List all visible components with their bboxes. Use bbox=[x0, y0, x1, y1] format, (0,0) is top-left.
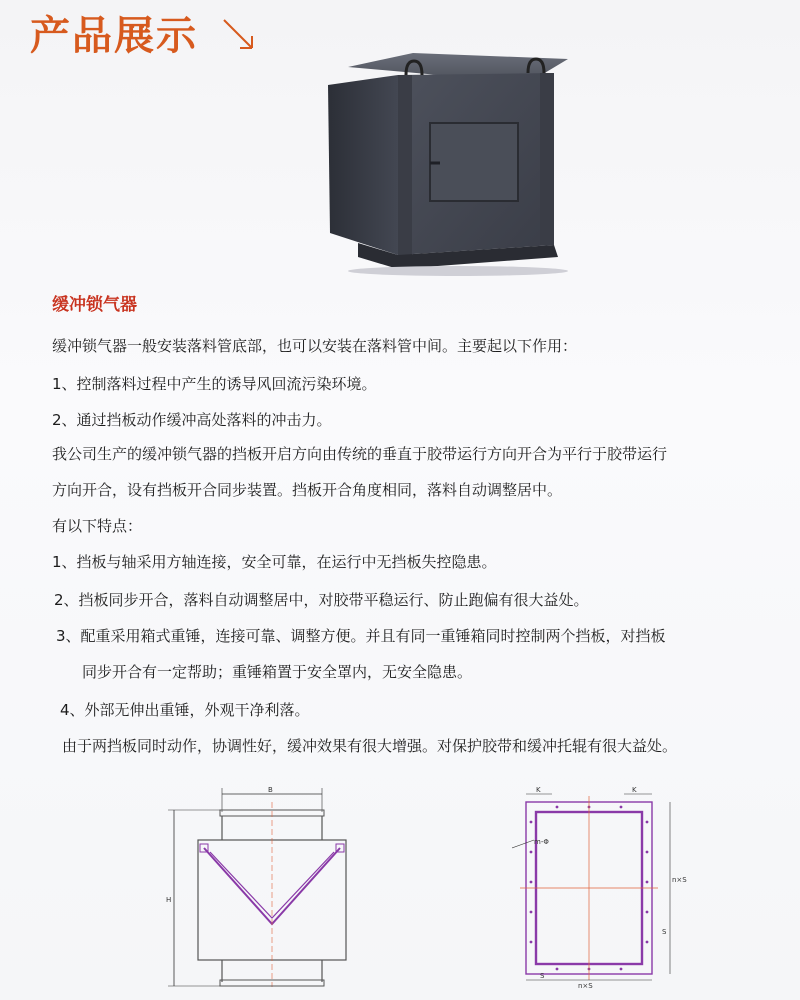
list-item: 2、挡板同步开合，落料自动调整居中，对胶带平稳运行、防止跑偏有很大益处。 bbox=[54, 591, 589, 609]
arrow-down-right-icon bbox=[220, 16, 256, 52]
dimension-nxs-bottom-label: n×S bbox=[578, 982, 593, 990]
dimension-k-left-label: K bbox=[536, 786, 541, 794]
dimension-s-side-label: S bbox=[662, 928, 667, 936]
hole-spec-label: m-Φ bbox=[534, 838, 549, 846]
list-item: 4、外部无伸出重锤，外观干净利落。 bbox=[60, 701, 310, 719]
access-door bbox=[430, 123, 518, 201]
page-title: 产品展示 bbox=[30, 12, 198, 59]
flange-plan-diagram bbox=[512, 782, 692, 992]
list-item-continued: 同步开合有一定帮助；重锤箱置于安全罩内，无安全隐患。 bbox=[82, 663, 473, 681]
dimension-k-right-label: K bbox=[632, 786, 637, 794]
paragraph-intro: 缓冲锁气器一般安装落料管底部，也可以安装在落料管中间。主要起以下作用： bbox=[52, 337, 578, 355]
list-item: 1、挡板与轴采用方轴连接，安全可靠，在运行中无挡板失控隐患。 bbox=[52, 553, 497, 571]
dimension-s-bottom-label: S bbox=[540, 972, 545, 980]
side-view-diagram bbox=[160, 782, 360, 992]
dimension-h-label: H bbox=[166, 896, 172, 904]
product-photo bbox=[318, 45, 580, 277]
list-item: 3、配重采用箱式重锤，连接可靠、调整方便。并且有同一重锤箱同时控制两个挡板，对挡板 bbox=[56, 627, 666, 645]
list-item: 2、通过挡板动作缓冲高处落料的冲击力。 bbox=[52, 411, 332, 429]
left-side bbox=[328, 75, 398, 255]
paragraph-company: 我公司生产的缓冲锁气器的挡板开启方向由传统的垂直于胶带运行方向开合为平行于胶带运行 bbox=[52, 445, 668, 463]
paragraph-summary: 由于两挡板同时动作，协调性好，缓冲效果有很大增强。对保护胶带和缓冲托辊有很大益处。 bbox=[62, 737, 678, 755]
features-heading: 有以下特点： bbox=[52, 517, 143, 535]
list-item: 1、控制落料过程中产生的诱导风回流污染环境。 bbox=[52, 375, 377, 393]
paragraph-company-continued: 方向开合，设有挡板开合同步装置。挡板开合角度相同，落料自动调整居中。 bbox=[52, 481, 563, 499]
section-title: 缓冲锁气器 bbox=[52, 295, 137, 315]
dimension-nxs-side-label: n×S bbox=[672, 876, 687, 884]
dimension-b-label: B bbox=[268, 786, 273, 794]
